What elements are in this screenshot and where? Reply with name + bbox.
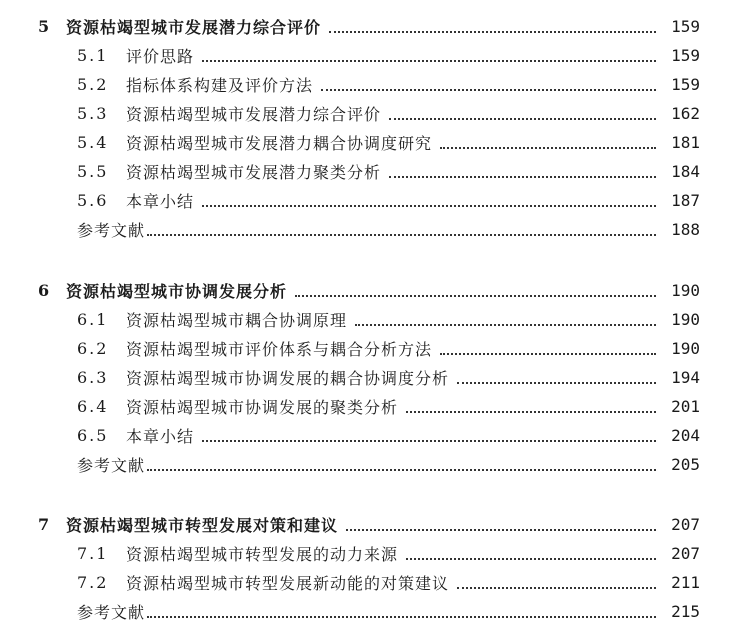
dot-leader xyxy=(202,59,656,62)
toc-section[interactable] xyxy=(0,157,750,186)
references-title: 参考文献 xyxy=(77,456,146,475)
toc-section[interactable] xyxy=(0,128,750,157)
page-number: 159 xyxy=(671,75,700,94)
dot-leader xyxy=(329,30,656,33)
dot-leader xyxy=(147,615,656,618)
section-title: 资源枯竭型城市协调发展的聚类分析 xyxy=(126,398,399,417)
toc-section[interactable] xyxy=(0,568,750,597)
section-title: 资源枯竭型城市发展潜力耦合协调度研究 xyxy=(126,134,433,153)
section-title: 资源枯竭型城市发展潜力聚类分析 xyxy=(126,163,382,182)
toc-section[interactable] xyxy=(0,41,750,70)
section-number: 6.4 xyxy=(77,397,109,416)
section-number: 6.5 xyxy=(77,426,109,445)
page-number: 190 xyxy=(671,281,700,300)
section-title: 指标体系构建及评价方法 xyxy=(126,76,314,95)
dot-leader xyxy=(389,175,656,178)
section-number: 5.2 xyxy=(77,75,109,94)
section-number: 6.1 xyxy=(77,310,109,329)
toc-chapter[interactable] xyxy=(0,510,750,539)
toc-references[interactable] xyxy=(0,215,750,244)
page-number: 194 xyxy=(671,368,700,387)
page-number: 188 xyxy=(671,220,700,239)
section-number: 5.5 xyxy=(77,162,109,181)
dot-leader xyxy=(389,117,656,120)
section-title: 资源枯竭型城市发展潜力综合评价 xyxy=(126,105,382,124)
toc-section[interactable] xyxy=(0,99,750,128)
chapter-number: 5 xyxy=(38,17,50,36)
dot-leader xyxy=(321,88,656,91)
page-number: 190 xyxy=(671,310,700,329)
toc-section[interactable] xyxy=(0,539,750,568)
toc-references[interactable] xyxy=(0,597,750,626)
page-number: 159 xyxy=(671,46,700,65)
dot-leader xyxy=(346,528,656,531)
page-number: 207 xyxy=(671,515,700,534)
toc-section[interactable] xyxy=(0,186,750,215)
section-title: 本章小结 xyxy=(126,192,195,211)
section-number: 5.6 xyxy=(77,191,109,210)
dot-leader xyxy=(457,586,656,589)
page-number: 190 xyxy=(671,339,700,358)
references-title: 参考文献 xyxy=(77,603,146,622)
page-number: 181 xyxy=(671,133,700,152)
toc-section[interactable] xyxy=(0,334,750,363)
dot-leader xyxy=(355,323,656,326)
section-title: 资源枯竭型城市耦合协调原理 xyxy=(126,311,348,330)
toc-chapter[interactable] xyxy=(0,12,750,41)
page-number: 205 xyxy=(671,455,700,474)
section-title: 资源枯竭型城市转型发展新动能的对策建议 xyxy=(126,574,450,593)
references-title: 参考文献 xyxy=(77,221,146,240)
page-number: 184 xyxy=(671,162,700,181)
chapter-number: 7 xyxy=(38,515,50,534)
chapter-title: 资源枯竭型城市发展潜力综合评价 xyxy=(66,18,322,37)
page-number: 207 xyxy=(671,544,700,563)
page-number: 187 xyxy=(671,191,700,210)
dot-leader xyxy=(440,352,656,355)
toc-section[interactable] xyxy=(0,70,750,99)
page-number: 215 xyxy=(671,602,700,621)
chapter-title: 资源枯竭型城市转型发展对策和建议 xyxy=(66,516,339,535)
section-number: 5.4 xyxy=(77,133,109,152)
dot-leader xyxy=(147,468,656,471)
dot-leader xyxy=(440,146,656,149)
section-number: 5.1 xyxy=(77,46,109,65)
toc-section[interactable] xyxy=(0,392,750,421)
section-number: 6.2 xyxy=(77,339,109,358)
section-number: 6.3 xyxy=(77,368,109,387)
toc-section[interactable] xyxy=(0,421,750,450)
toc-section[interactable] xyxy=(0,305,750,334)
chapter-title: 资源枯竭型城市协调发展分析 xyxy=(66,282,288,301)
page-number: 162 xyxy=(671,104,700,123)
dot-leader xyxy=(202,439,656,442)
chapter-number: 6 xyxy=(38,281,50,300)
dot-leader xyxy=(457,381,656,384)
dot-leader xyxy=(406,557,656,560)
page-number: 211 xyxy=(671,573,700,592)
dot-leader xyxy=(202,204,656,207)
section-number: 7.1 xyxy=(77,544,109,563)
toc-section[interactable] xyxy=(0,363,750,392)
dot-leader xyxy=(147,233,656,236)
section-title: 评价思路 xyxy=(126,47,195,66)
section-title: 资源枯竭型城市转型发展的动力来源 xyxy=(126,545,399,564)
page-number: 201 xyxy=(671,397,700,416)
section-title: 本章小结 xyxy=(126,427,195,446)
page-number: 204 xyxy=(671,426,700,445)
section-number: 7.2 xyxy=(77,573,109,592)
section-title: 资源枯竭型城市评价体系与耦合分析方法 xyxy=(126,340,433,359)
section-number: 5.3 xyxy=(77,104,109,123)
section-title: 资源枯竭型城市协调发展的耦合协调度分析 xyxy=(126,369,450,388)
page-number: 159 xyxy=(671,17,700,36)
toc-chapter[interactable] xyxy=(0,276,750,305)
dot-leader xyxy=(295,294,656,297)
toc-references[interactable] xyxy=(0,450,750,479)
dot-leader xyxy=(406,410,656,413)
